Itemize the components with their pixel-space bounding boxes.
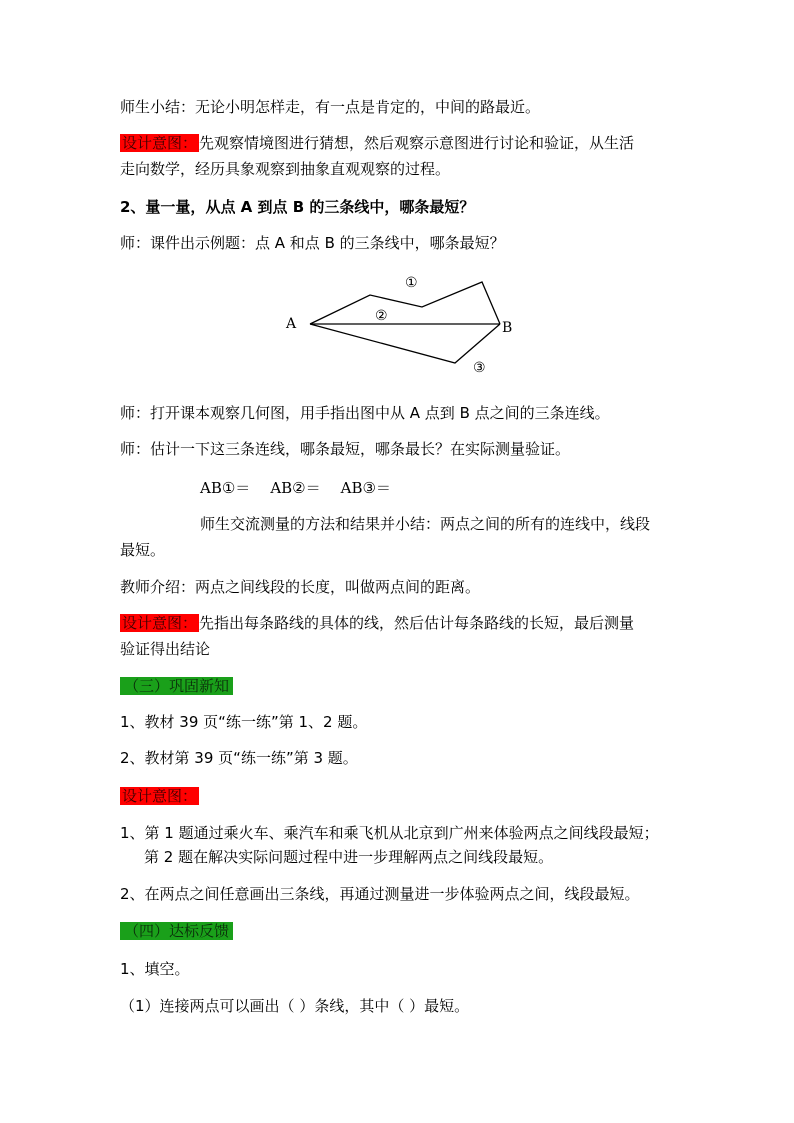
- design-intent-continuation: 验证得出结论: [120, 640, 211, 658]
- design-intent-item-1: 1、第 1 题通过乘火车、乘汽车和乘飞机从北京到广州来体验两点之间线段最短；: [120, 824, 659, 842]
- design-intent-item-2: 2、在两点之间任意画出三条线，再通过测量进一步体验两点之间，线段最短。: [120, 885, 640, 903]
- design-intent-continuation: 走向数学，经历具象观察到抽象直观观察的过程。: [120, 160, 451, 178]
- section-heading-feedback: [120, 920, 233, 942]
- point-b-label: B: [502, 320, 513, 336]
- exercise-item-2: 2、教材第 39 页“练一练”第 3 题。: [120, 749, 358, 767]
- exercise-item-1: 1、教材 39 页“练一练”第 1、2 题。: [120, 713, 368, 731]
- design-intent-text: 先指出每条路线的具体的线，然后估计每条路线的长短，最后测量: [199, 614, 635, 632]
- design-intent-tag: 设计意图：: [122, 787, 198, 805]
- section-3-tag: （三）巩固新知: [120, 677, 233, 695]
- teacher-example-paragraph: 师：课件出示例题：点 A 和点 B 的三条线中，哪条最短？: [120, 234, 505, 252]
- measure-ab2: AB②＝: [270, 479, 321, 497]
- path-3-label: ③: [473, 360, 486, 376]
- fill-blank-heading: 1、填空。: [120, 960, 190, 978]
- section-heading-measure: 2、量一量，从点 A 到点 B 的三条线中，哪条最短？: [120, 198, 475, 216]
- section-heading-consolidate: [120, 675, 233, 697]
- design-intent-text: 先观察情境图进行猜想，然后观察示意图进行讨论和验证，从生活: [199, 134, 635, 152]
- measure-ab1: AB①＝: [200, 479, 251, 497]
- point-a-label: A: [286, 316, 297, 332]
- section-4-tag: （四）达标反馈: [120, 922, 233, 940]
- exchange-summary-paragraph: 师生交流测量的方法和结果并小结：两点之间的所有的连线中，线段: [200, 515, 651, 533]
- measurement-row: [200, 477, 391, 499]
- path-1-label: ①: [405, 275, 418, 291]
- design-intent-tag: 设计意图：: [122, 614, 198, 632]
- measure-ab3: AB③＝: [340, 479, 391, 497]
- design-intent-tag: 设计意图：: [122, 134, 198, 152]
- fill-blank-question-1: （1）连接两点可以画出（ ）条线，其中（ ）最短。: [120, 997, 470, 1015]
- three-paths-figure: [270, 262, 530, 382]
- path-3-line: [310, 324, 500, 363]
- teacher-estimate-paragraph: 师：估计一下这三条连线，哪条最短，哪条最长？在实际测量验证。: [120, 440, 571, 458]
- design-intent-paragraph-2: [120, 612, 634, 634]
- exchange-summary-continuation: 最短。: [120, 541, 166, 559]
- summary-paragraph: 师生小结：无论小明怎样走，有一点是肯定的，中间的路最近。: [120, 98, 541, 116]
- design-intent-heading: [120, 785, 199, 807]
- path-2-label: ②: [375, 308, 388, 324]
- design-intent-paragraph-1: [120, 132, 634, 154]
- design-intent-item-1-continuation: 第 2 题在解决实际问题过程中进一步理解两点之间线段最短。: [144, 848, 554, 866]
- teacher-instruction-paragraph: 师：打开课本观察几何图，用手指出图中从 A 点到 B 点之间的三条连线。: [120, 404, 610, 422]
- distance-definition-paragraph: 教师介绍：两点之间线段的长度，叫做两点间的距离。: [120, 578, 481, 596]
